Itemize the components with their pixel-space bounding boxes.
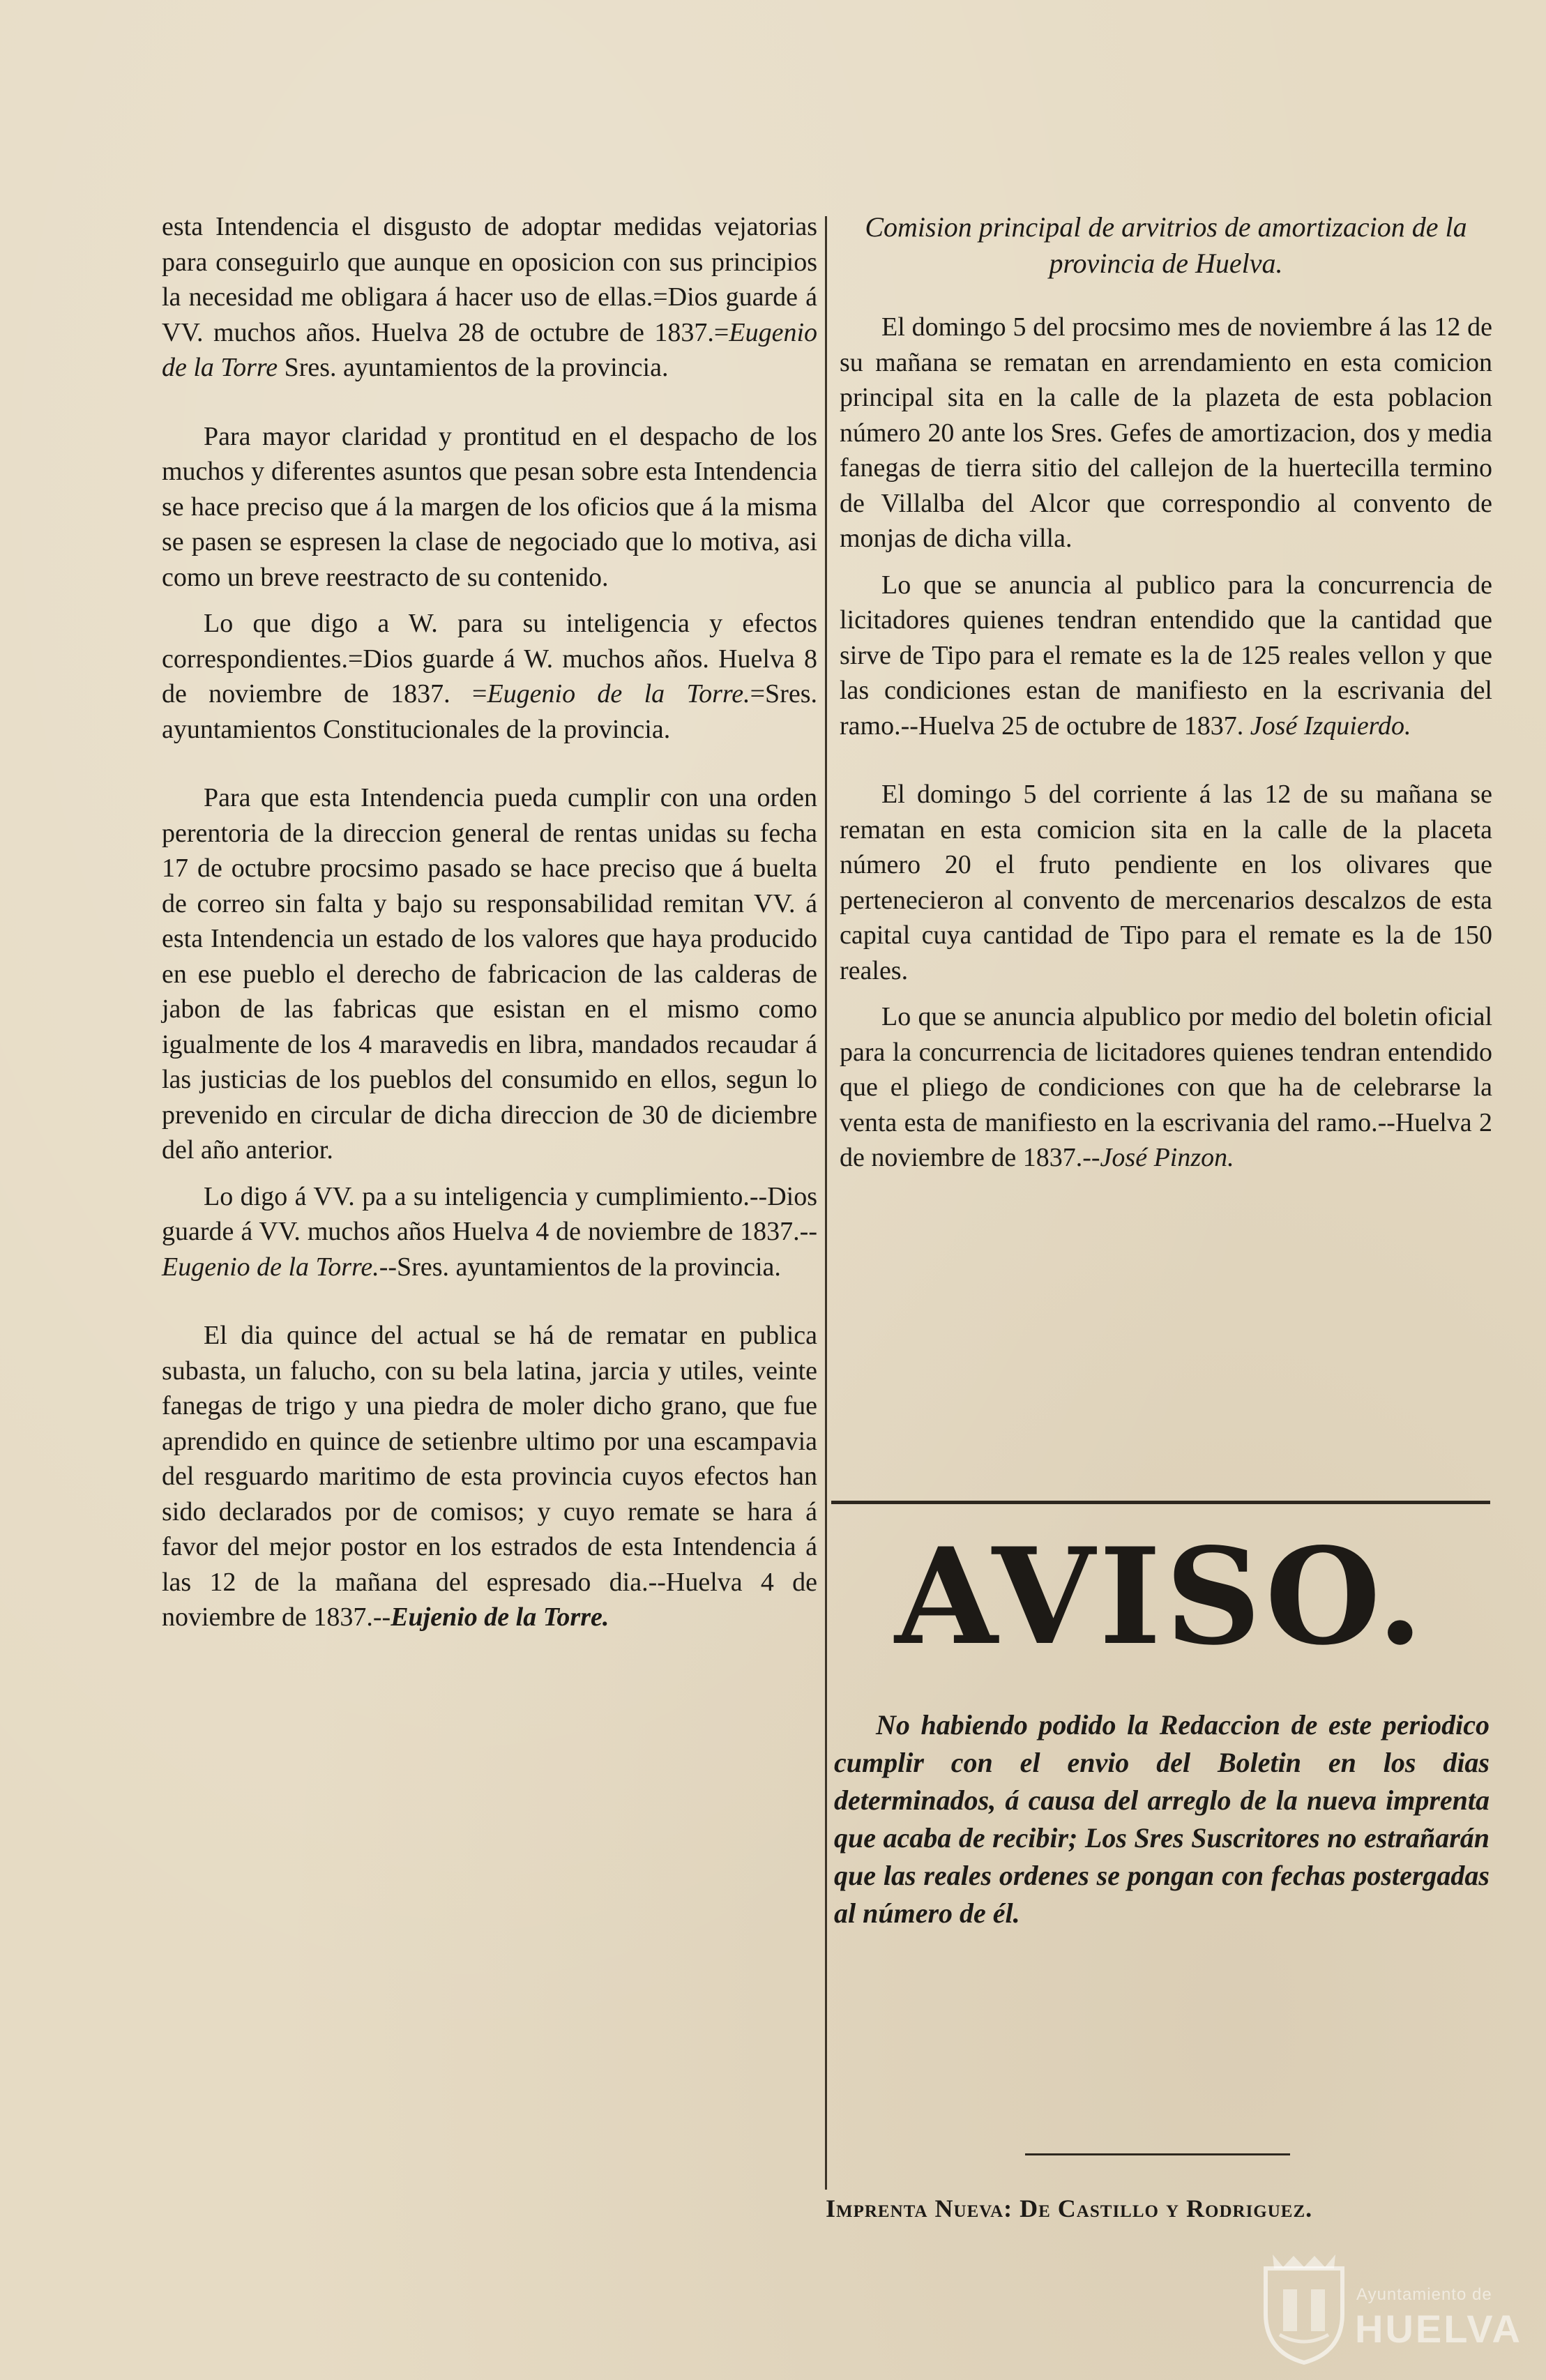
remate-tierra-notice: El domingo 5 del procsimo mes de noviembre á las 12 de su mañana se rematan en arrendamiento en esta comicion principal sita en la calle de la plazeta de esta poblacion número 20 ante los Sres. Gefes de amortizacion, dos y media fanegas de tierra sitio del callejon de la huertecilla termino de Villalba del Alcor que correspondio al convento de monjas de dicha villa. bbox=[840, 312, 1492, 553]
column-divider bbox=[825, 216, 827, 2190]
signature: Eujenio de la Torre. bbox=[391, 1602, 609, 1632]
aviso-title: AVISO. bbox=[895, 1519, 1427, 1674]
signature: Eugenio de la Torre. bbox=[487, 679, 750, 708]
remate-olivares-closing: Lo que se anuncia alpublico por medio del boletin oficial para la concurrencia de licitadores quienes tendran entendido que el pliego de condiciones con que ha de celebrarse la venta esta de manifiesto en la escrivania del ramo.--Huelva 2 de noviembre de 1837.--José Pinzon. bbox=[840, 1002, 1492, 1172]
watermark-city: HUELVA bbox=[1355, 2307, 1522, 2351]
signature: Eugenio de la Torre bbox=[162, 317, 817, 382]
end-rule bbox=[1025, 2153, 1290, 2155]
subasta-notice: El dia quince del actual se há de rematar en publica subasta, un falucho, con su bela latina, jarcia y utiles, veinte fanegas de trigo y una piedra de moler dicho grano, que fue aprendido en quince de setienbre ultimo por una escampavia del resguardo maritimo de esta provincia cuyos efectos han sido declarados por de comisos; y cuyo remate se hara á favor del mejor postor en los estrados de esta Intendencia á las 12 de la mañana del espresado dia.--Huelva 4 de noviembre de 1837.--Eujenio de la Torre. bbox=[162, 1321, 817, 1632]
signature: José Izquierdo. bbox=[1250, 711, 1411, 741]
claridad-closing: Lo que digo a W. para su inteligencia y efectos correspondientes.=Dios guarde á W. muchos años. Huelva 8 de noviembre de 1837. =Eugenio de la Torre.=Sres. ayuntamientos Constitucionales de la provincia. bbox=[162, 609, 817, 744]
intendencia-notice-end: esta Intendencia el disgusto de adoptar medidas vejatorias para conseguirlo que aunque en oposicion con sus principios la necesidad me obligara á hacer uso de ellas.=Dios guarde á VV. muchos años. Huelva 28 de octubre de 1837.=Eugenio de la Torre Sres. ayuntamientos de la provincia. bbox=[162, 212, 817, 382]
section-rule bbox=[831, 1501, 1490, 1504]
left-column bbox=[162, 209, 817, 1635]
claridad-notice: Para mayor claridad y prontitud en el despacho de los muchos y diferentes asuntos que pesan sobre esta Intendencia se hace preciso que á la margen de los oficios que á la misma se pasen se espresen la clase de negociado que lo motiva, asi como un breve reestracto de su contenido. bbox=[162, 421, 817, 592]
watermark-caption: Ayuntamiento de bbox=[1356, 2285, 1492, 2304]
aviso-text: No habiendo podido la Redaccion de este periodico cumplir con el envio del Boletin en los dias determinados, á causa del arreglo de la nueva imprenta que acaba de recibir; Los Sres Suscritores no estrañarán que las reales ordenes se pongan con fechas postergadas al número de él. bbox=[834, 1709, 1490, 1929]
coat-of-arms-icon bbox=[1252, 2248, 1356, 2366]
archive-watermark bbox=[1252, 2242, 1522, 2371]
rentas-closing: Lo digo á VV. pa a su inteligencia y cumplimiento.--Dios guarde á VV. muchos años Huelva 4 de noviembre de 1837.--Eugenio de la Torre.--Sres. ayuntamientos de la provincia. bbox=[162, 1181, 817, 1282]
signature: José Pinzon. bbox=[1100, 1143, 1234, 1172]
signature: Eugenio de la Torre. bbox=[162, 1252, 379, 1282]
remate-olivares-notice: El domingo 5 del corriente á las 12 de su mañana se rematan en esta comicion sita en la calle de la placeta número 20 el fruto pendiente en los olivares que pertenecieron al convento de mercenarios descalzos de esta capital cuya cantidad de Tipo para el remate es la de 150 reales. bbox=[840, 780, 1492, 985]
rentas-notice: Para que esta Intendencia pueda cumplir con una orden perentoria de la direccion general de rentas unidas su fecha 17 de octubre procsimo pasado se hace preciso que á buelta de correo sin falta y bajo su responsabilidad remitan VV. á esta Intendencia un estado de los valores que haya producido en ese pueblo el derecho de fabricacion de las calderas de jabon de las fabricas que esistan en el mismo como igualmente de los 4 maravedis en libra, mandados recaudar á las justicias de los pueblos del consumido en ellos, segun lo prevenido en circular de dicha direccion de 30 de diciembre del año anterior. bbox=[162, 783, 817, 1165]
imprint-line: Imprenta Nueva: De Castillo y Rodriguez. bbox=[826, 2195, 1313, 2222]
amortizacion-heading: Comision principal de arvitrios de amortizacion de la provincia de Huelva. bbox=[865, 211, 1467, 279]
remate-tierra-closing: Lo que se anuncia al publico para la concurrencia de licitadores quienes tendran entendido que la cantidad que sirve de Tipo para el remate es la de 125 reales vellon y que las condiciones estan de manifiesto en la escrivania del ramo.--Huelva 25 de octubre de 1837. José Izquierdo. bbox=[840, 570, 1492, 741]
right-column bbox=[840, 209, 1492, 1176]
